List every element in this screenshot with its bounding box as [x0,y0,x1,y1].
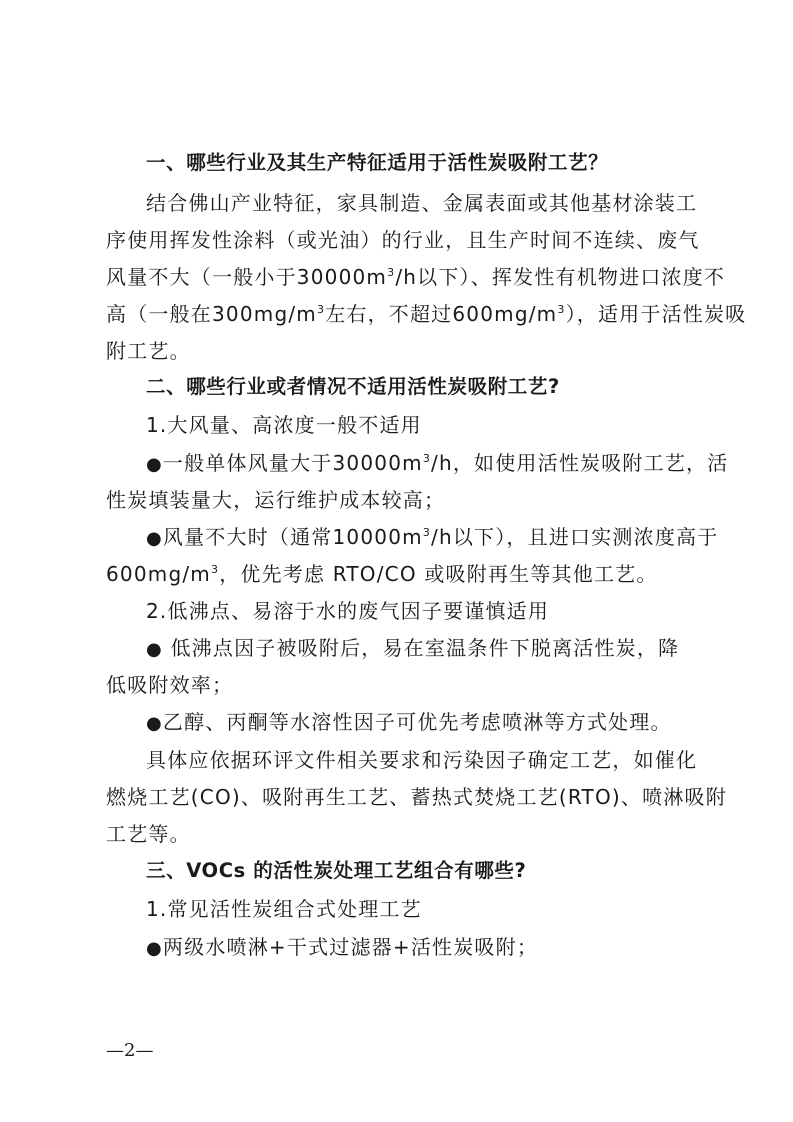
section1-paragraph-line: 序使用挥发性涂料（或光油）的行业，且生产时间不连续、废气 [106,228,700,252]
text-run: /h，如使用活性炭吸附工艺，活 [431,451,729,475]
bullet-icon: ● [146,938,163,959]
section3-heading: 三、VOCs 的活性炭处理工艺组合有哪些? [146,859,527,882]
bullet-item-continuation: 低吸附效率； [106,673,234,697]
bullet-item [146,705,696,741]
superscript: 3 [210,563,220,576]
bullet-item-continuation [106,557,696,591]
section2-item1-title: 1.大风量、高浓度一般不适用 [146,413,422,437]
text-run: ），适用于活性炭吸 [565,302,747,326]
bullet-item [146,520,719,556]
text-run: 风量不大时（通常10000m [162,525,423,549]
bullet-item [146,446,729,482]
bullet-item-continuation: 性炭填装量大，运行维护成本较高； [106,488,446,512]
bullet-icon: ● [146,639,163,660]
text-run: 高（一般在300mg/m [106,302,317,326]
section3-item1-title: 1.常见活性炭组合式处理工艺 [146,897,422,921]
text-run: 乙醇、丙酮等水溶性因子可优先考虑喷淋等方式处理。 [162,710,672,734]
superscript: 3 [387,266,396,279]
superscript: 3 [422,452,432,465]
section1-heading: 一、哪些行业及其生产特征适用于活性炭吸附工艺？ [146,151,609,174]
text-run: 风量不大（一般小于30000m [106,265,388,289]
text-run: /h以下）、挥发性有机物进口浓度不 [395,265,726,289]
superscript: 3 [557,303,566,316]
section2-heading: 二、哪些行业或者情况不适用活性炭吸附工艺? [146,375,560,398]
bullet-icon: ● [146,528,163,549]
section2-paragraph-line: 工艺等。 [106,822,191,846]
text-run: 左右，不超过600mg/m [325,302,558,326]
text-run: 两级水喷淋+干式过滤器+活性炭吸附； [162,935,539,959]
section1-paragraph-line [106,260,726,294]
bullet-item [146,631,696,667]
section1-paragraph-line [106,297,747,331]
page-number: —2— [106,1040,154,1061]
superscript: 3 [316,303,326,316]
text-run: 一般单体风量大于30000m [162,451,423,475]
section2-item2-title: 2.低沸点、易溶于水的废气因子要谨慎适用 [146,599,550,623]
section2-paragraph-line: 具体应依据环评文件相关要求和污染因子确定工艺，如催化 [146,748,698,772]
text-run: ，优先考虑 RTO/CO 或吸附再生等其他工艺。 [219,562,658,586]
bullet-icon: ● [146,713,163,734]
bullet-icon: ● [146,454,163,475]
text-run: 低沸点因子被吸附后，易在室温条件下脱离活性炭，降 [162,636,680,660]
section1-paragraph-line: 结合佛山产业特征，家具制造、金属表面或其他基材涂装工 [146,191,698,215]
section1-paragraph-line: 附工艺。 [106,339,191,363]
superscript: 3 [422,526,432,539]
text-run: 600mg/m [106,562,211,586]
section2-paragraph-line: 燃烧工艺(CO)、吸附再生工艺、蓄热式焚烧工艺(RTO)、喷淋吸附 [106,785,727,809]
bullet-item [146,930,696,966]
text-run: /h以下），且进口实测浓度高于 [431,525,719,549]
